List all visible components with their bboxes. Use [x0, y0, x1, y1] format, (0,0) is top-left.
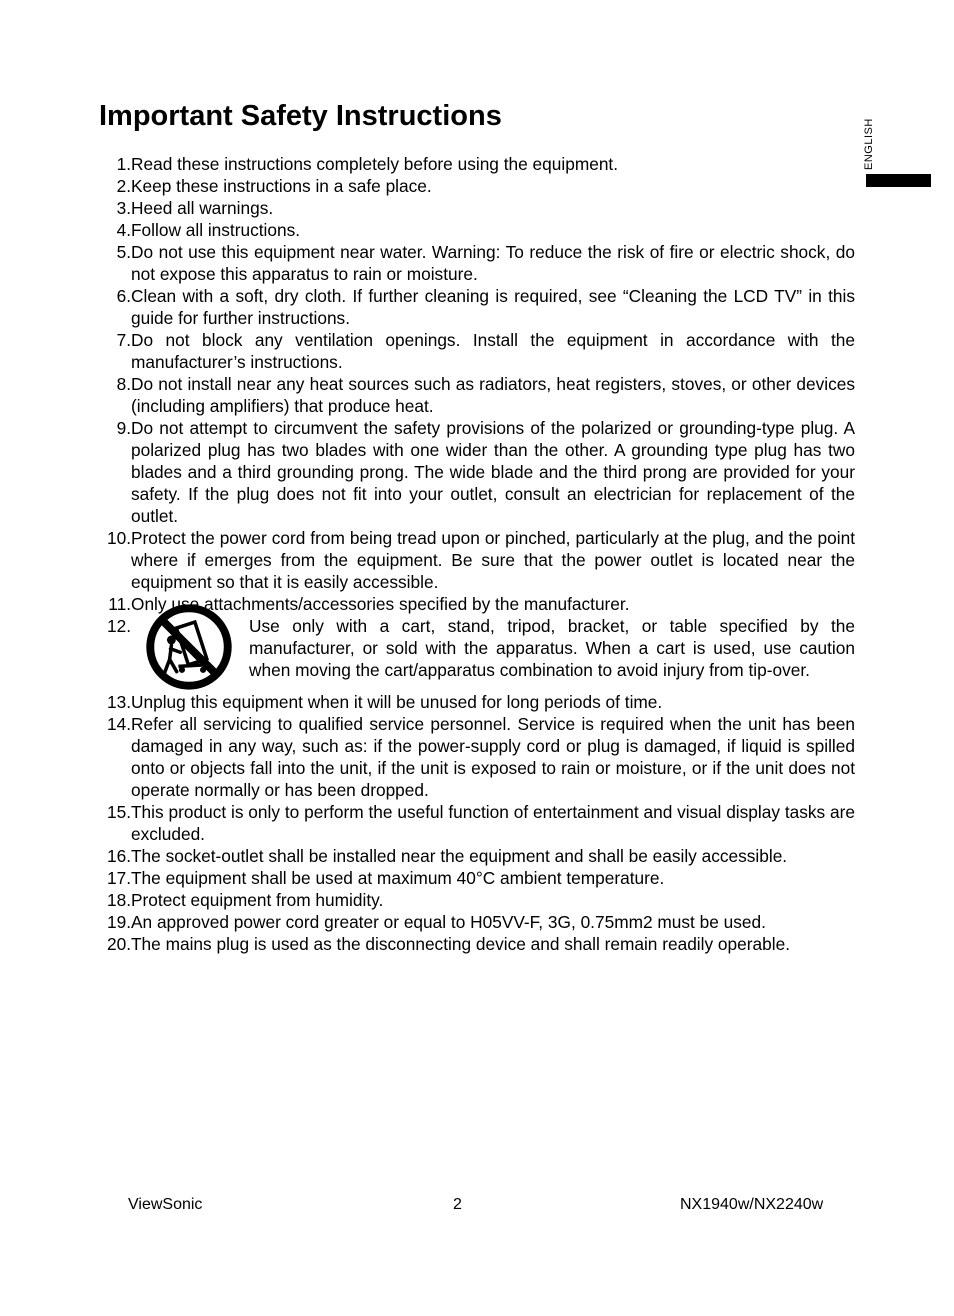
list-item	[99, 527, 855, 593]
item-number: 12.	[106, 616, 131, 636]
item-number: 13.	[106, 692, 131, 712]
list-item	[99, 175, 855, 197]
item-number: 16.	[106, 846, 131, 866]
item-number: 10.	[106, 528, 131, 548]
item-number: 4.	[116, 220, 131, 240]
item-text: Refer all servicing to qualified service personnel. Service is required when the unit has been damaged in any way, such as: if the power-supply cord or plug is damaged, if liquid is spilled onto or objects fall into the unit, if the unit is exposed to rain or moisture, or if the unit does not operate normally or has been dropped.	[131, 714, 855, 800]
item-text: Clean with a soft, dry cloth. If further cleaning is required, see “Cleaning the LCD TV” in this guide for further instructions.	[131, 286, 855, 328]
item-number: 8.	[116, 374, 131, 394]
list-item	[99, 867, 855, 889]
item-text: Do not attempt to circumvent the safety provisions of the polarized or grounding-type plug. A polarized plug has two blades with one wider than the other. A grounding type plug has two blades and a third grounding prong. The wide blade and the third prong are provided for your safety. If the plug does not fit into your outlet, consult an electrician for replacement of the outlet.	[131, 418, 855, 526]
item-number: 2.	[116, 176, 131, 196]
item-text: The equipment shall be used at maximum 40°C ambient temperature.	[131, 868, 665, 888]
item-text: Protect the power cord from being tread upon or pinched, particularly at the plug, and the point where if emerges from the equipment. Be sure that the power outlet is located near the equipment so that it is easily accessible.	[131, 528, 855, 592]
item-text: The socket-outlet shall be installed near the equipment and shall be easily accessible.	[131, 846, 788, 866]
cart-tip-over-warning-icon	[145, 603, 233, 691]
footer-page-number: 2	[453, 1196, 462, 1213]
item-text: Use only with a cart, stand, tripod, bracket, or table specified by the manufacturer, or sold with the apparatus. When a cart is used, use caution when moving the cart/apparatus combination to avoid injury from tip-over.	[249, 616, 855, 680]
list-item	[99, 889, 855, 911]
item-text: Protect equipment from humidity.	[131, 890, 384, 910]
item-text: Heed all warnings.	[131, 198, 274, 218]
item-number: 3.	[116, 198, 131, 218]
item-number: 17.	[106, 868, 131, 888]
list-item	[99, 329, 855, 373]
list-item	[99, 933, 855, 955]
item-number: 20.	[106, 934, 131, 954]
footer-model: NX1940w/NX2240w	[680, 1196, 824, 1213]
page-title: Important Safety Instructions	[99, 100, 502, 132]
item-text: The mains plug is used as the disconnecting device and shall remain readily operable.	[131, 934, 790, 954]
item-number: 11.	[108, 594, 131, 614]
item-text: An approved power cord greater or equal to H05VV-F, 3G, 0.75mm2 must be used.	[131, 912, 766, 932]
item-text: Unplug this equipment when it will be unused for long periods of time.	[131, 692, 663, 712]
list-item	[99, 845, 855, 867]
item-text: This product is only to perform the useful function of entertainment and visual display tasks are excluded.	[131, 802, 855, 844]
footer-brand: ViewSonic	[128, 1196, 203, 1213]
list-item	[99, 691, 855, 713]
item-number: 9.	[116, 418, 131, 438]
list-item	[99, 801, 855, 845]
list-item	[99, 615, 855, 691]
item-number: 14.	[106, 714, 131, 734]
item-number: 19.	[106, 912, 131, 932]
list-item	[99, 241, 855, 285]
item-text: Do not use this equipment near water. Warning: To reduce the risk of fire or electric shock, do not expose this apparatus to rain or moisture.	[131, 242, 855, 284]
item-number: 1.	[116, 154, 131, 174]
item-text: Do not install near any heat sources such as radiators, heat registers, stoves, or other devices (including amplifiers) that produce heat.	[131, 374, 855, 416]
item-number: 15.	[106, 802, 131, 822]
list-item	[99, 285, 855, 329]
cart-warning-row	[131, 615, 855, 691]
language-tab-marker	[866, 174, 931, 187]
list-item	[99, 713, 855, 801]
language-tab-label: ENGLISH	[863, 118, 875, 170]
item-number: 18.	[106, 890, 131, 910]
item-number: 6.	[116, 286, 131, 306]
list-item	[99, 197, 855, 219]
item-text: Do not block any ventilation openings. Install the equipment in accordance with the manufacturer’s instructions.	[131, 330, 855, 372]
item-text: Follow all instructions.	[131, 220, 301, 240]
item-number: 7.	[116, 330, 131, 350]
safety-instructions-list	[99, 153, 855, 955]
item-text: Only use attachments/accessories specified by the manufacturer.	[131, 594, 630, 614]
item-text: Keep these instructions in a safe place.	[131, 176, 432, 196]
list-item	[99, 373, 855, 417]
item-number: 5.	[116, 242, 131, 262]
list-item	[99, 153, 855, 175]
item-text: Read these instructions completely before using the equipment.	[131, 154, 619, 174]
list-item	[99, 219, 855, 241]
list-item	[99, 417, 855, 527]
list-item	[99, 911, 855, 933]
